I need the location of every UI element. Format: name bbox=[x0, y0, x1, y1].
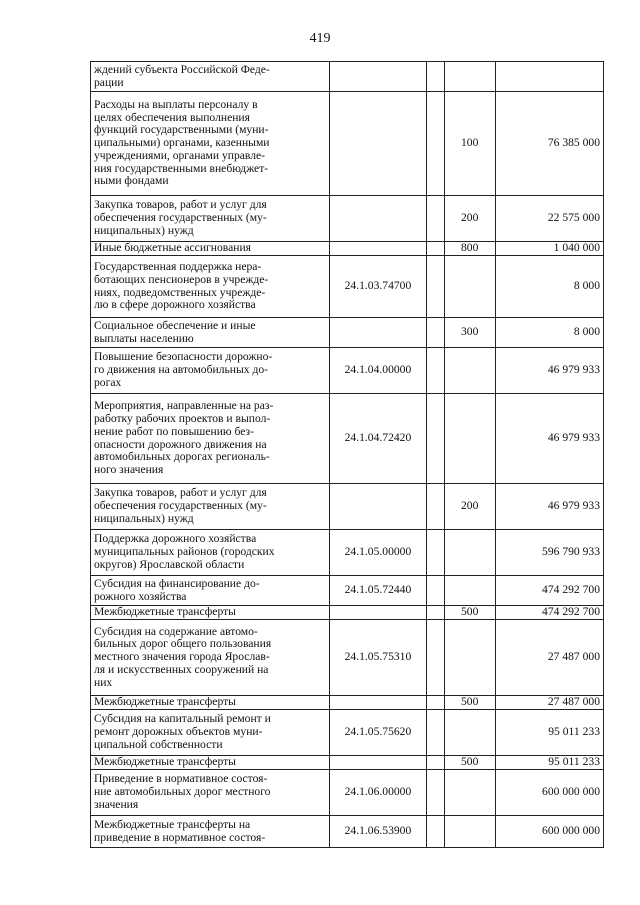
table-row bbox=[91, 770, 604, 816]
row-code-cell bbox=[329, 756, 426, 770]
row-amount-cell: 600 000 000 bbox=[495, 770, 603, 816]
row-code-cell bbox=[329, 242, 426, 256]
table-row bbox=[91, 92, 604, 196]
row-code-cell bbox=[329, 92, 426, 196]
row-code-cell bbox=[329, 484, 426, 530]
row-amount-cell bbox=[495, 62, 603, 92]
row-code-cell: 24.1.05.72440 bbox=[329, 576, 426, 606]
row-amount-cell: 95 011 233 bbox=[495, 756, 603, 770]
row-expense-type-cell bbox=[444, 394, 495, 484]
row-name-cell: Субсидия на содержание автомо- бильных дорог общего пользования местного значения города Ярослав- ля и искусственных сооружений на них bbox=[91, 620, 330, 696]
row-expense-type-cell: 500 bbox=[444, 756, 495, 770]
row-code-cell bbox=[329, 606, 426, 620]
row-expense-type-cell bbox=[444, 348, 495, 394]
row-amount-cell: 22 575 000 bbox=[495, 196, 603, 242]
row-expense-type-cell: 500 bbox=[444, 606, 495, 620]
table-row bbox=[91, 696, 604, 710]
row-expense-type-cell bbox=[444, 576, 495, 606]
row-empty-cell bbox=[427, 318, 445, 348]
row-name-cell: Государственная поддержка нера- ботающих пенсионеров в учрежде- ниях, подведомственных учрежде- лю в сфере дорожного хозяйства bbox=[91, 256, 330, 318]
row-amount-cell: 596 790 933 bbox=[495, 530, 603, 576]
table-row bbox=[91, 394, 604, 484]
row-code-cell: 24.1.04.72420 bbox=[329, 394, 426, 484]
table-row bbox=[91, 606, 604, 620]
row-amount-cell: 1 040 000 bbox=[495, 242, 603, 256]
row-empty-cell bbox=[427, 620, 445, 696]
row-name-cell: Приведение в нормативное состоя- ние автомобильных дорог местного значения bbox=[91, 770, 330, 816]
row-empty-cell bbox=[427, 710, 445, 756]
table-row bbox=[91, 530, 604, 576]
row-name-cell: Межбюджетные трансферты bbox=[91, 696, 330, 710]
row-name-cell: Повышение безопасности дорожно- го движения на автомобильных до- рогах bbox=[91, 348, 330, 394]
row-expense-type-cell: 800 bbox=[444, 242, 495, 256]
table-row bbox=[91, 756, 604, 770]
row-name-cell: Субсидия на капитальный ремонт и ремонт дорожных объектов муни- ципальной собственности bbox=[91, 710, 330, 756]
row-amount-cell: 474 292 700 bbox=[495, 606, 603, 620]
row-expense-type-cell bbox=[444, 816, 495, 848]
table-row bbox=[91, 710, 604, 756]
table-row bbox=[91, 242, 604, 256]
row-code-cell: 24.1.05.00000 bbox=[329, 530, 426, 576]
row-expense-type-cell bbox=[444, 710, 495, 756]
row-name-cell: Поддержка дорожного хозяйства муниципальных районов (городских округов) Ярославской области bbox=[91, 530, 330, 576]
row-empty-cell bbox=[427, 756, 445, 770]
row-expense-type-cell bbox=[444, 62, 495, 92]
row-amount-cell: 46 979 933 bbox=[495, 484, 603, 530]
table-row bbox=[91, 256, 604, 318]
row-empty-cell bbox=[427, 196, 445, 242]
row-expense-type-cell bbox=[444, 620, 495, 696]
table-row bbox=[91, 576, 604, 606]
row-empty-cell bbox=[427, 576, 445, 606]
row-empty-cell bbox=[427, 348, 445, 394]
row-name-cell: Субсидия на финансирование до- рожного хозяйства bbox=[91, 576, 330, 606]
row-name-cell: Социальное обеспечение и иные выплаты населению bbox=[91, 318, 330, 348]
row-name-cell: Межбюджетные трансферты bbox=[91, 756, 330, 770]
row-name-cell: Мероприятия, направленные на раз- работку рабочих проектов и выпол- нение работ по повышению без- опасности дорожного движения на автомобильных дорогах региональ- ного значения bbox=[91, 394, 330, 484]
row-name-cell: Межбюджетные трансферты на приведение в нормативное состоя- bbox=[91, 816, 330, 848]
row-expense-type-cell: 500 bbox=[444, 696, 495, 710]
table-row bbox=[91, 62, 604, 92]
row-name-cell: Закупка товаров, работ и услуг для обеспечения государственных (му- ниципальных) нужд bbox=[91, 484, 330, 530]
row-expense-type-cell: 200 bbox=[444, 196, 495, 242]
row-amount-cell: 8 000 bbox=[495, 318, 603, 348]
row-name-cell: Расходы на выплаты персоналу в целях обеспечения выполнения функций государственными (муни- ципальными) органами, казенными учреждениями, органами управле- ния государственными внебюджет- ными фондами bbox=[91, 92, 330, 196]
table-row bbox=[91, 484, 604, 530]
row-empty-cell bbox=[427, 484, 445, 530]
row-expense-type-cell: 100 bbox=[444, 92, 495, 196]
table-row bbox=[91, 620, 604, 696]
page-number: 419 bbox=[309, 31, 331, 46]
row-amount-cell: 27 487 000 bbox=[495, 696, 603, 710]
row-name-cell: Закупка товаров, работ и услуг для обеспечения государственных (му- ниципальных) нужд bbox=[91, 196, 330, 242]
budget-table bbox=[90, 61, 604, 848]
row-code-cell: 24.1.05.75620 bbox=[329, 710, 426, 756]
row-amount-cell: 474 292 700 bbox=[495, 576, 603, 606]
table-row bbox=[91, 196, 604, 242]
row-code-cell bbox=[329, 696, 426, 710]
table-row bbox=[91, 348, 604, 394]
row-code-cell bbox=[329, 318, 426, 348]
row-code-cell: 24.1.04.00000 bbox=[329, 348, 426, 394]
row-name-cell: Иные бюджетные ассигнования bbox=[91, 242, 330, 256]
table-row bbox=[91, 816, 604, 848]
row-code-cell bbox=[329, 196, 426, 242]
row-code-cell: 24.1.06.00000 bbox=[329, 770, 426, 816]
row-empty-cell bbox=[427, 530, 445, 576]
row-code-cell bbox=[329, 62, 426, 92]
row-empty-cell bbox=[427, 770, 445, 816]
row-amount-cell: 27 487 000 bbox=[495, 620, 603, 696]
row-amount-cell: 8 000 bbox=[495, 256, 603, 318]
row-expense-type-cell: 300 bbox=[444, 318, 495, 348]
row-expense-type-cell: 200 bbox=[444, 484, 495, 530]
row-amount-cell: 46 979 933 bbox=[495, 394, 603, 484]
row-amount-cell: 76 385 000 bbox=[495, 92, 603, 196]
row-code-cell: 24.1.06.53900 bbox=[329, 816, 426, 848]
row-amount-cell: 600 000 000 bbox=[495, 816, 603, 848]
row-name-cell: ждений субъекта Российской Феде- рации bbox=[91, 62, 330, 92]
row-expense-type-cell bbox=[444, 256, 495, 318]
row-empty-cell bbox=[427, 394, 445, 484]
row-amount-cell: 46 979 933 bbox=[495, 348, 603, 394]
row-expense-type-cell bbox=[444, 770, 495, 816]
row-code-cell: 24.1.05.75310 bbox=[329, 620, 426, 696]
row-empty-cell bbox=[427, 256, 445, 318]
row-empty-cell bbox=[427, 242, 445, 256]
row-amount-cell: 95 011 233 bbox=[495, 710, 603, 756]
row-name-cell: Межбюджетные трансферты bbox=[91, 606, 330, 620]
row-expense-type-cell bbox=[444, 530, 495, 576]
budget-table-body bbox=[91, 62, 604, 848]
row-empty-cell bbox=[427, 606, 445, 620]
row-empty-cell bbox=[427, 816, 445, 848]
table-row bbox=[91, 318, 604, 348]
row-empty-cell bbox=[427, 62, 445, 92]
row-code-cell: 24.1.03.74700 bbox=[329, 256, 426, 318]
row-empty-cell bbox=[427, 92, 445, 196]
row-empty-cell bbox=[427, 696, 445, 710]
